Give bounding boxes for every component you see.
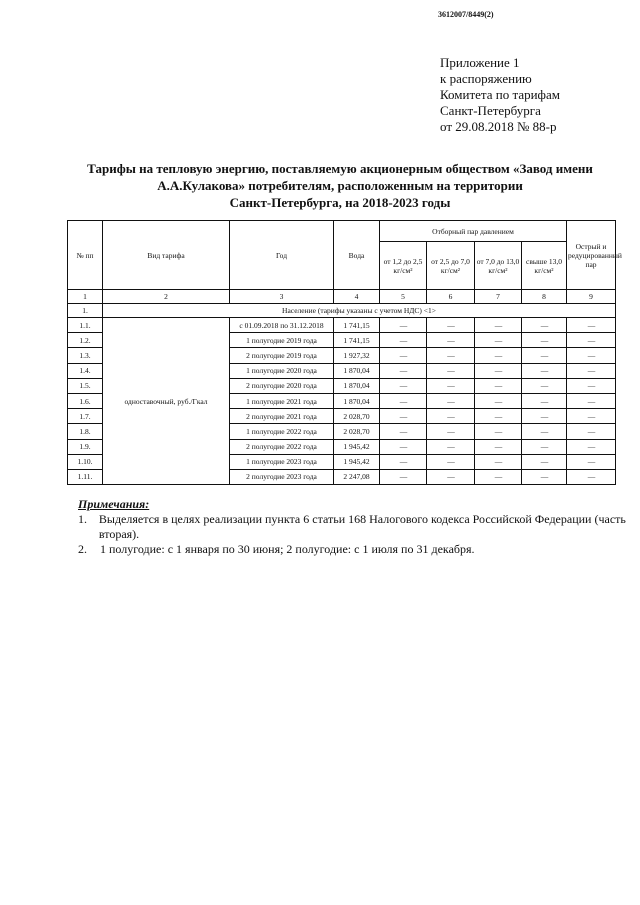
- row-water-tariff: 1 927,32: [334, 348, 380, 363]
- row-dash-cell: —: [522, 424, 567, 439]
- appendix-line: к распоряжению: [440, 71, 532, 86]
- header-water: Вода: [334, 221, 380, 290]
- column-number-row: [68, 290, 616, 304]
- column-number: 6: [427, 290, 475, 304]
- section-row: [68, 304, 616, 318]
- row-water-tariff: 1 870,04: [334, 363, 380, 378]
- row-dash-cell: —: [427, 409, 475, 424]
- row-dash-cell: —: [522, 363, 567, 378]
- row-period: 2 полугодие 2023 года: [230, 469, 334, 484]
- row-dash-cell: —: [380, 318, 427, 333]
- row-dash-cell: —: [427, 363, 475, 378]
- row-dash-cell: —: [427, 378, 475, 393]
- row-dash-cell: —: [475, 439, 522, 454]
- row-dash-cell: —: [475, 454, 522, 469]
- row-period: 2 полугодие 2019 года: [230, 348, 334, 363]
- row-dash-cell: —: [380, 393, 427, 408]
- row-dash-cell: —: [475, 424, 522, 439]
- row-dash-cell: —: [567, 393, 616, 408]
- row-dash-cell: —: [567, 318, 616, 333]
- row-num: 1.6.: [68, 393, 103, 408]
- header-tariff-type: Вид тарифа: [103, 221, 230, 290]
- header-sharp-steam: Острый и редуцированный пар: [567, 221, 616, 290]
- row-period: 1 полугодие 2020 года: [230, 363, 334, 378]
- document-number: 3612007/8449(2): [438, 10, 494, 19]
- row-dash-cell: —: [475, 333, 522, 348]
- column-number: 4: [334, 290, 380, 304]
- row-water-tariff: 2 028,70: [334, 424, 380, 439]
- note-text: Выделяется в целях реализации пункта 6 статьи 168 Налогового кодекса Российской Федерации (часть вторая).: [98, 512, 626, 541]
- row-dash-cell: —: [522, 348, 567, 363]
- row-dash-cell: —: [567, 439, 616, 454]
- section-num: 1.: [68, 304, 103, 318]
- row-dash-cell: —: [522, 393, 567, 408]
- row-dash-cell: —: [522, 469, 567, 484]
- header-year: Год: [230, 221, 334, 290]
- row-water-tariff: 1 945,42: [334, 439, 380, 454]
- row-dash-cell: —: [567, 454, 616, 469]
- tariff-type-cell: одноставочный, руб./Гкал: [103, 318, 230, 485]
- row-period: 2 полугодие 2020 года: [230, 378, 334, 393]
- document-title: [60, 160, 620, 211]
- header-steam-group: Отборный пар давлением: [380, 221, 567, 242]
- column-number: 9: [567, 290, 616, 304]
- row-dash-cell: —: [427, 333, 475, 348]
- row-dash-cell: —: [567, 333, 616, 348]
- row-num: 1.5.: [68, 378, 103, 393]
- row-dash-cell: —: [427, 393, 475, 408]
- column-number: 2: [103, 290, 230, 304]
- row-dash-cell: —: [567, 424, 616, 439]
- title-line: Санкт-Петербурга, на 2018-2023 годы: [229, 195, 451, 210]
- row-dash-cell: —: [427, 318, 475, 333]
- note-text: 1 полугодие: с 1 января по 30 июня; 2 полугодие: с 1 июля по 31 декабря.: [100, 542, 475, 556]
- table-row: [68, 318, 616, 333]
- header-steam-3: от 7,0 до 13,0 кг/см²: [475, 242, 522, 290]
- row-dash-cell: —: [380, 454, 427, 469]
- note-number: 2.: [78, 542, 87, 556]
- row-dash-cell: —: [427, 439, 475, 454]
- row-dash-cell: —: [567, 469, 616, 484]
- row-num: 1.11.: [68, 469, 103, 484]
- row-dash-cell: —: [522, 378, 567, 393]
- row-dash-cell: —: [427, 454, 475, 469]
- note-item: [78, 542, 640, 557]
- row-dash-cell: —: [567, 363, 616, 378]
- row-num: 1.1.: [68, 318, 103, 333]
- row-num: 1.9.: [68, 439, 103, 454]
- row-num: 1.3.: [68, 348, 103, 363]
- row-period: с 01.09.2018 по 31.12.2018: [230, 318, 334, 333]
- row-dash-cell: —: [522, 318, 567, 333]
- note-number: 1.: [78, 512, 87, 526]
- tariff-table: [67, 220, 622, 485]
- row-water-tariff: 1 741,15: [334, 333, 380, 348]
- row-dash-cell: —: [522, 409, 567, 424]
- row-dash-cell: —: [567, 348, 616, 363]
- row-dash-cell: —: [427, 424, 475, 439]
- column-number: 7: [475, 290, 522, 304]
- row-period: 1 полугодие 2019 года: [230, 333, 334, 348]
- column-number: 8: [522, 290, 567, 304]
- row-num: 1.8.: [68, 424, 103, 439]
- row-dash-cell: —: [475, 378, 522, 393]
- row-dash-cell: —: [380, 363, 427, 378]
- row-water-tariff: 1 945,42: [334, 454, 380, 469]
- row-water-tariff: 1 870,04: [334, 393, 380, 408]
- row-dash-cell: —: [380, 424, 427, 439]
- column-number: 1: [68, 290, 103, 304]
- appendix-line: Приложение 1: [440, 55, 520, 70]
- row-dash-cell: —: [427, 469, 475, 484]
- section-label: Население (тарифы указаны с учетом НДС) <1>: [103, 304, 616, 318]
- title-line: А.А.Кулакова» потребителям, расположенным на территории: [157, 178, 523, 193]
- row-water-tariff: 1 870,04: [334, 378, 380, 393]
- appendix-line: от 29.08.2018 № 88-р: [440, 119, 557, 134]
- row-dash-cell: —: [380, 409, 427, 424]
- row-dash-cell: —: [567, 409, 616, 424]
- header-steam-2: от 2,5 до 7,0 кг/см²: [427, 242, 475, 290]
- row-dash-cell: —: [380, 348, 427, 363]
- row-dash-cell: —: [522, 454, 567, 469]
- row-dash-cell: —: [380, 333, 427, 348]
- column-number: 3: [230, 290, 334, 304]
- row-dash-cell: —: [567, 378, 616, 393]
- row-period: 1 полугодие 2023 года: [230, 454, 334, 469]
- row-period: 2 полугодие 2022 года: [230, 439, 334, 454]
- row-period: 1 полугодие 2022 года: [230, 424, 334, 439]
- header-steam-1: от 1,2 до 2,5 кг/см²: [380, 242, 427, 290]
- row-water-tariff: 2 247,08: [334, 469, 380, 484]
- row-period: 1 полугодие 2021 года: [230, 393, 334, 408]
- row-dash-cell: —: [475, 469, 522, 484]
- header-num: № пп: [68, 221, 103, 290]
- appendix-line: Санкт-Петербурга: [440, 103, 541, 118]
- row-dash-cell: —: [380, 469, 427, 484]
- row-dash-cell: —: [475, 393, 522, 408]
- row-water-tariff: 1 741,15: [334, 318, 380, 333]
- column-number: 5: [380, 290, 427, 304]
- row-num: 1.7.: [68, 409, 103, 424]
- row-dash-cell: —: [380, 378, 427, 393]
- row-num: 1.10.: [68, 454, 103, 469]
- notes-block: [78, 497, 640, 557]
- row-dash-cell: —: [427, 348, 475, 363]
- appendix-block: [440, 55, 560, 135]
- appendix-line: Комитета по тарифам: [440, 87, 560, 102]
- title-line: Тарифы на тепловую энергию, поставляемую акционерным обществом «Завод имени: [87, 161, 593, 176]
- row-dash-cell: —: [475, 318, 522, 333]
- notes-title: Примечания:: [78, 497, 150, 511]
- row-dash-cell: —: [380, 439, 427, 454]
- row-dash-cell: —: [475, 409, 522, 424]
- row-num: 1.4.: [68, 363, 103, 378]
- row-period: 2 полугодие 2021 года: [230, 409, 334, 424]
- header-steam-4: свыше 13,0 кг/см²: [522, 242, 567, 290]
- note-item: [78, 512, 640, 542]
- row-dash-cell: —: [475, 348, 522, 363]
- row-dash-cell: —: [475, 363, 522, 378]
- row-dash-cell: —: [522, 439, 567, 454]
- row-num: 1.2.: [68, 333, 103, 348]
- row-water-tariff: 2 028,70: [334, 409, 380, 424]
- row-dash-cell: —: [522, 333, 567, 348]
